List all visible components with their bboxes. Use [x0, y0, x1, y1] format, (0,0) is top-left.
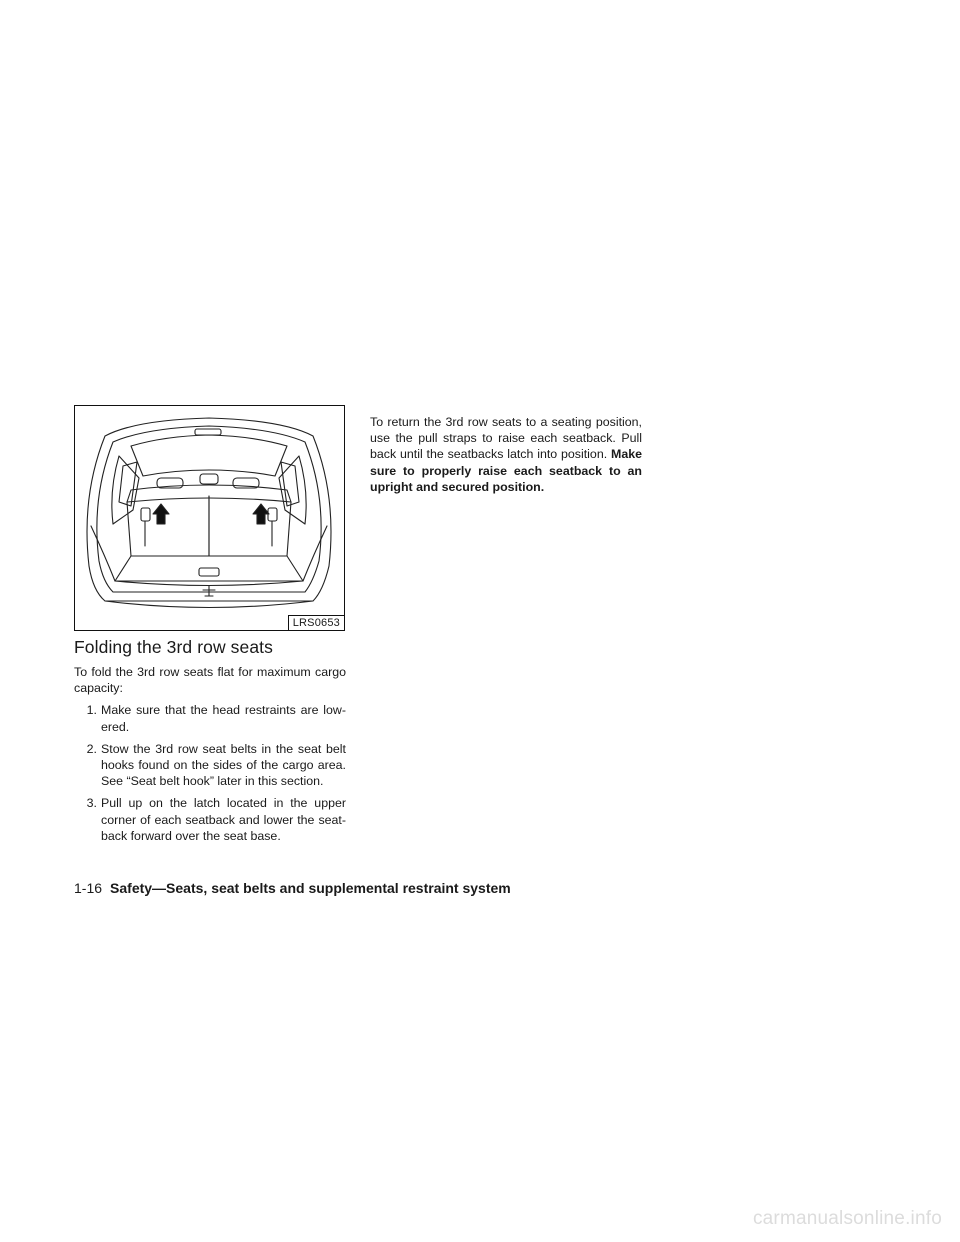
step-text: Stow the 3rd row seat belts in the seat belt hooks found on the sides of the cargo area. See “Seat belt hook” later in this section. [101, 741, 346, 789]
step-text: Pull up on the latch located in the upper corner of each seatback and lower the seat-back forward over the seat base. [101, 796, 346, 843]
cargo-area-illustration [75, 406, 343, 629]
return-seats-paragraph: To return the 3rd row seats to a seating position, use the pull straps to raise each seatback. Pull back until the seatbacks latch into position. [370, 415, 642, 462]
footer-section-title: Safety—Seats, seat belts and supplemental restraint system [110, 880, 511, 896]
step-number: 3. [86, 796, 97, 811]
section-heading: Folding the 3rd row seats [74, 637, 273, 657]
left-column [74, 664, 346, 850]
watermark: carmanualsonline.info [752, 1208, 942, 1229]
page-number: 1-16 [74, 880, 103, 896]
right-column [370, 414, 642, 495]
figure-label: LRS0653 [288, 615, 344, 630]
steps-list [74, 702, 346, 844]
list-item [74, 741, 346, 790]
intro-paragraph: To fold the 3rd row seats flat for maximum cargo capacity: [74, 665, 346, 696]
step-text: Make sure that the head restraints are low-ered. [101, 703, 346, 734]
bold-note: Make sure to properly raise each seatback to an upright and secured position. [370, 447, 642, 494]
step-number: 1. [86, 703, 97, 718]
list-item [74, 795, 346, 844]
page-footer [74, 880, 511, 896]
cargo-area-figure [74, 405, 345, 631]
step-number: 2. [86, 741, 97, 756]
list-item [74, 702, 346, 734]
